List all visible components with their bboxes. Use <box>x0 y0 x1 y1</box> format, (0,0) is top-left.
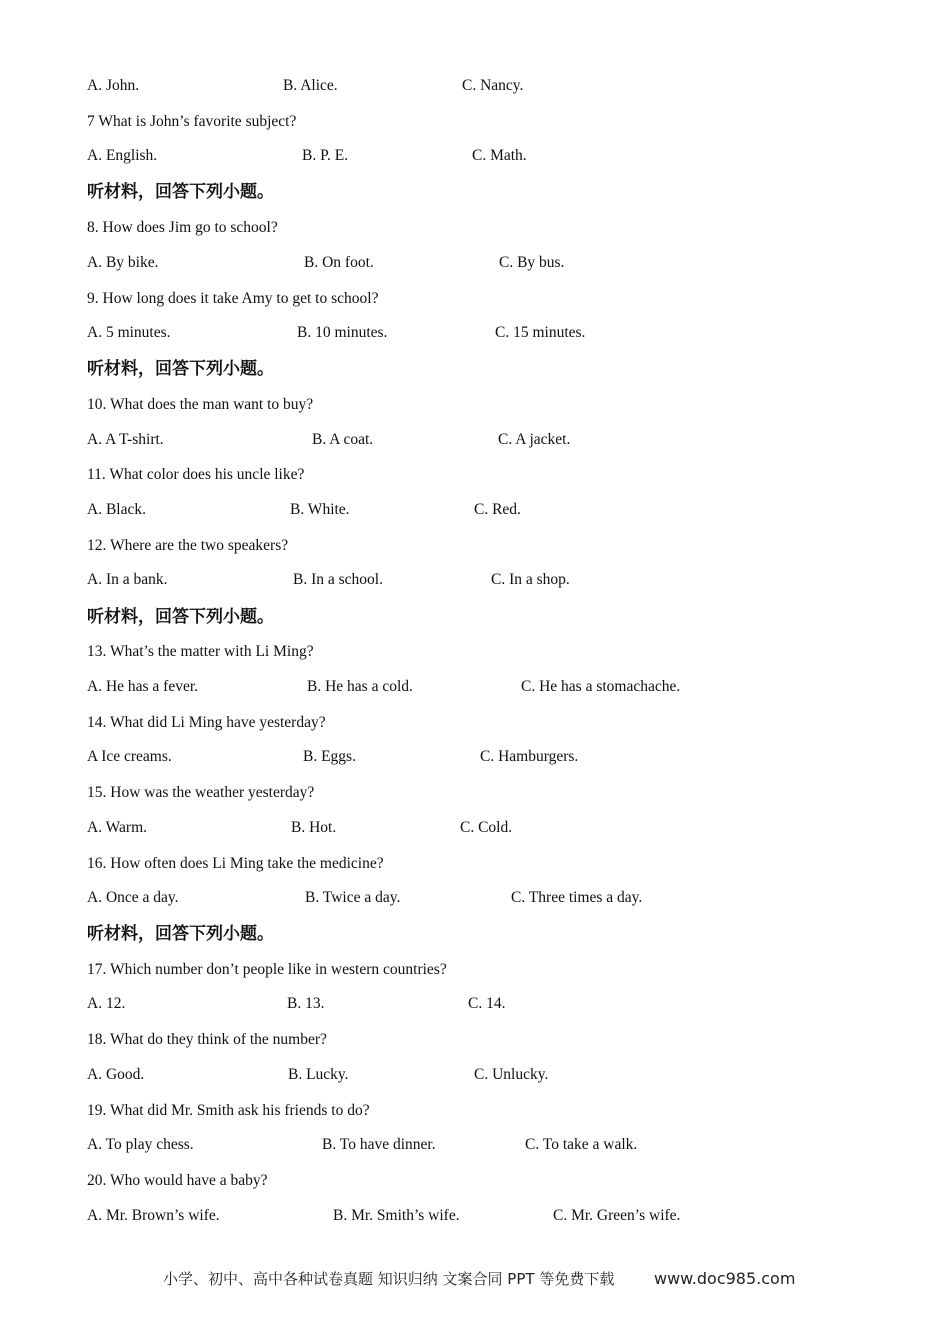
option-b[interactable]: B. On foot. <box>304 254 374 271</box>
option-c[interactable]: C. By bus. <box>499 254 565 271</box>
option-b[interactable]: B. He has a cold. <box>307 678 413 695</box>
option-b[interactable]: B. To have dinner. <box>322 1136 436 1153</box>
option-b[interactable]: B. 13. <box>287 995 325 1012</box>
option-c[interactable]: C. A jacket. <box>498 431 571 448</box>
options-row <box>0 816 950 840</box>
option-b[interactable]: B. In a school. <box>293 571 383 588</box>
option-a[interactable]: A. 12. <box>87 995 126 1012</box>
question-line <box>0 640 950 664</box>
page-footer <box>0 1266 950 1292</box>
question-text: 17. Which number don’t people like in western countries? <box>87 961 447 978</box>
question-line <box>0 781 950 805</box>
question-text: 8. How does Jim go to school? <box>87 219 278 236</box>
option-a[interactable]: A. Good. <box>87 1066 145 1083</box>
question-line <box>0 852 950 876</box>
section-heading: 听材料，回答下列小题。 <box>87 359 274 379</box>
question-text: 11. What color does his uncle like? <box>87 466 305 483</box>
option-b[interactable]: B. White. <box>290 501 350 518</box>
option-c[interactable]: C. 14. <box>468 995 506 1012</box>
option-c[interactable]: C. Unlucky. <box>474 1066 549 1083</box>
question-text: 13. What’s the matter with Li Ming? <box>87 643 314 660</box>
option-c[interactable]: C. He has a stomachache. <box>521 678 681 695</box>
option-a[interactable]: A. 5 minutes. <box>87 324 171 341</box>
question-line <box>0 287 950 311</box>
option-b[interactable]: B. 10 minutes. <box>297 324 388 341</box>
options-row <box>0 568 950 592</box>
options-row <box>0 74 950 98</box>
option-c[interactable]: C. In a shop. <box>491 571 570 588</box>
question-text: 7 What is John’s favorite subject? <box>87 113 297 130</box>
option-b[interactable]: B. Eggs. <box>303 748 356 765</box>
option-b[interactable]: B. Mr. Smith’s wife. <box>333 1207 460 1224</box>
question-line <box>0 1169 950 1193</box>
question-line <box>0 1028 950 1052</box>
question-line <box>0 110 950 134</box>
section-heading: 听材料，回答下列小题。 <box>87 607 274 627</box>
option-b[interactable]: B. Lucky. <box>288 1066 349 1083</box>
options-row <box>0 321 950 345</box>
question-line <box>0 393 950 417</box>
option-c[interactable]: C. Mr. Green’s wife. <box>553 1207 681 1224</box>
question-line <box>0 958 950 982</box>
option-a[interactable]: A. By bike. <box>87 254 159 271</box>
options-row <box>0 1204 950 1228</box>
question-line <box>0 463 950 487</box>
option-a[interactable]: A. Black. <box>87 501 146 518</box>
option-b[interactable]: B. Hot. <box>291 819 337 836</box>
options-row <box>0 498 950 522</box>
option-c[interactable]: C. Nancy. <box>462 77 524 94</box>
question-text: 16. How often does Li Ming take the medicine? <box>87 855 384 872</box>
question-line <box>0 711 950 735</box>
option-b[interactable]: B. Alice. <box>283 77 338 94</box>
options-row <box>0 1133 950 1157</box>
option-a[interactable]: A. To play chess. <box>87 1136 194 1153</box>
question-line <box>0 1099 950 1123</box>
option-c[interactable]: C. Cold. <box>460 819 513 836</box>
question-text: 10. What does the man want to buy? <box>87 396 314 413</box>
question-text: 18. What do they think of the number? <box>87 1031 327 1048</box>
options-row <box>0 992 950 1016</box>
question-text: 15. How was the weather yesterday? <box>87 784 315 801</box>
option-b[interactable]: B. Twice a day. <box>305 889 401 906</box>
question-text: 20. Who would have a baby? <box>87 1172 268 1189</box>
option-a[interactable]: A. In a bank. <box>87 571 168 588</box>
option-a[interactable]: A. Once a day. <box>87 889 179 906</box>
option-c[interactable]: C. Red. <box>474 501 521 518</box>
options-row <box>0 1063 950 1087</box>
question-line <box>0 534 950 558</box>
option-a[interactable]: A. Warm. <box>87 819 148 836</box>
footer-text: 小学、初中、高中各种试卷真题 知识归纳 文案合同 PPT 等免费下载 <box>163 1270 615 1288</box>
options-row <box>0 428 950 452</box>
options-row <box>0 144 950 168</box>
question-text: 9. How long does it take Amy to get to school? <box>87 290 379 307</box>
option-c[interactable]: C. Math. <box>472 147 527 164</box>
option-c[interactable]: C. 15 minutes. <box>495 324 586 341</box>
option-a[interactable]: A. Mr. Brown’s wife. <box>87 1207 220 1224</box>
question-text: 19. What did Mr. Smith ask his friends to do? <box>87 1102 370 1119</box>
options-row <box>0 886 950 910</box>
question-line <box>0 216 950 240</box>
option-b[interactable]: B. P. E. <box>302 147 349 164</box>
option-a[interactable]: A. He has a fever. <box>87 678 199 695</box>
option-a[interactable]: A. A T-shirt. <box>87 431 164 448</box>
option-c[interactable]: C. Three times a day. <box>511 889 643 906</box>
question-text: 12. Where are the two speakers? <box>87 537 289 554</box>
option-c[interactable]: C. To take a walk. <box>525 1136 638 1153</box>
question-text: 14. What did Li Ming have yesterday? <box>87 714 326 731</box>
option-a[interactable]: A Ice creams. <box>87 748 172 765</box>
option-c[interactable]: C. Hamburgers. <box>480 748 579 765</box>
options-row <box>0 675 950 699</box>
options-row <box>0 745 950 769</box>
section-heading: 听材料，回答下列小题。 <box>87 924 274 944</box>
option-b[interactable]: B. A coat. <box>312 431 374 448</box>
option-a[interactable]: A. English. <box>87 147 158 164</box>
footer-url[interactable]: www.doc985.com <box>654 1269 796 1288</box>
section-heading: 听材料，回答下列小题。 <box>87 182 274 202</box>
option-a[interactable]: A. John. <box>87 77 140 94</box>
options-row <box>0 251 950 275</box>
